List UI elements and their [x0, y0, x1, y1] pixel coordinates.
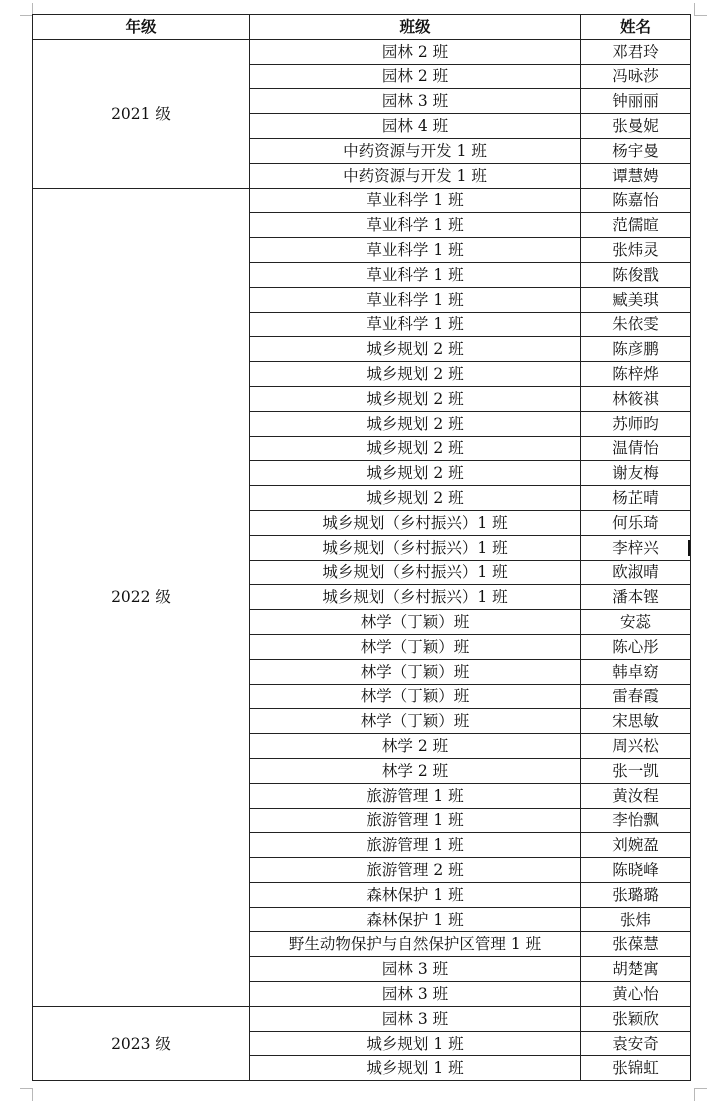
- class-cell: 园林 4 班: [250, 114, 581, 139]
- name-cell: 冯咏莎: [581, 64, 691, 89]
- name-cell: 陈晓峰: [581, 858, 691, 883]
- class-cell: 园林 3 班: [250, 982, 581, 1007]
- name-cell: 黄汝程: [581, 783, 691, 808]
- name-cell: 张璐璐: [581, 882, 691, 907]
- class-cell: 森林保护 1 班: [250, 882, 581, 907]
- name-cell: 陈心彤: [581, 634, 691, 659]
- name-cell: 黄心怡: [581, 982, 691, 1007]
- class-cell: 林学（丁颖）班: [250, 709, 581, 734]
- name-cell: 张锦虹: [581, 1056, 691, 1081]
- name-cell: 李怡飘: [581, 808, 691, 833]
- name-cell: 袁安奇: [581, 1031, 691, 1056]
- name-cell: 朱依雯: [581, 312, 691, 337]
- class-cell: 城乡规划 2 班: [250, 411, 581, 436]
- name-cell: 林筱祺: [581, 386, 691, 411]
- name-cell: 钟丽丽: [581, 89, 691, 114]
- class-cell: 林学（丁颖）班: [250, 610, 581, 635]
- class-cell: 城乡规划 2 班: [250, 337, 581, 362]
- class-cell: 旅游管理 1 班: [250, 808, 581, 833]
- name-cell: 陈俊戬: [581, 262, 691, 287]
- table-row: [33, 1006, 691, 1031]
- text-cursor: [688, 540, 690, 556]
- class-cell: 林学（丁颖）班: [250, 659, 581, 684]
- header-row: [33, 15, 691, 40]
- page-corner-mark: [20, 1088, 33, 1101]
- class-cell: 城乡规划（乡村振兴）1 班: [250, 560, 581, 585]
- class-cell: 森林保护 1 班: [250, 907, 581, 932]
- name-cell: 谢友梅: [581, 461, 691, 486]
- name-cell: 刘婉盈: [581, 833, 691, 858]
- class-cell: 旅游管理 1 班: [250, 833, 581, 858]
- name-cell: 潘本铿: [581, 585, 691, 610]
- class-cell: 园林 2 班: [250, 64, 581, 89]
- page-corner-mark: [694, 1088, 707, 1101]
- header-class: 班级: [250, 15, 581, 40]
- class-cell: 城乡规划（乡村振兴）1 班: [250, 535, 581, 560]
- name-cell: 谭慧娉: [581, 163, 691, 188]
- class-cell: 园林 2 班: [250, 39, 581, 64]
- class-cell: 野生动物保护与自然保护区管理 1 班: [250, 932, 581, 957]
- name-cell: 杨宇曼: [581, 138, 691, 163]
- class-cell: 旅游管理 2 班: [250, 858, 581, 883]
- class-cell: 草业科学 1 班: [250, 287, 581, 312]
- name-cell: 周兴松: [581, 734, 691, 759]
- class-cell: 城乡规划（乡村振兴）1 班: [250, 585, 581, 610]
- class-cell: 城乡规划 1 班: [250, 1031, 581, 1056]
- name-cell: 张炜灵: [581, 238, 691, 263]
- page-corner-mark: [694, 3, 707, 16]
- name-cell: 何乐琦: [581, 510, 691, 535]
- name-cell: 张葆慧: [581, 932, 691, 957]
- table-row: [33, 39, 691, 64]
- class-cell: 城乡规划（乡村振兴）1 班: [250, 510, 581, 535]
- class-cell: 林学 2 班: [250, 734, 581, 759]
- class-cell: 林学 2 班: [250, 758, 581, 783]
- name-cell: 雷春霞: [581, 684, 691, 709]
- name-cell: 张颖欣: [581, 1006, 691, 1031]
- grade-cell: 2021 级: [33, 39, 250, 188]
- name-cell: 温倩怡: [581, 436, 691, 461]
- name-cell: 陈彦鹏: [581, 337, 691, 362]
- name-cell: 臧美琪: [581, 287, 691, 312]
- class-cell: 城乡规划 2 班: [250, 486, 581, 511]
- name-cell: 安蕊: [581, 610, 691, 635]
- name-cell: 陈嘉怡: [581, 188, 691, 213]
- class-cell: 林学（丁颖）班: [250, 684, 581, 709]
- class-cell: 林学（丁颖）班: [250, 634, 581, 659]
- name-cell: 陈梓烨: [581, 362, 691, 387]
- name-cell: 李梓兴: [581, 535, 691, 560]
- class-cell: 园林 3 班: [250, 957, 581, 982]
- name-cell: 韩卓窈: [581, 659, 691, 684]
- name-cell: 苏师昀: [581, 411, 691, 436]
- table-row: [33, 188, 691, 213]
- name-cell: 张一凯: [581, 758, 691, 783]
- header-grade: 年级: [33, 15, 250, 40]
- grade-cell: 2022 级: [33, 188, 250, 1006]
- class-cell: 草业科学 1 班: [250, 262, 581, 287]
- class-cell: 城乡规划 2 班: [250, 436, 581, 461]
- class-cell: 草业科学 1 班: [250, 312, 581, 337]
- name-cell: 宋思敏: [581, 709, 691, 734]
- name-cell: 欧淑晴: [581, 560, 691, 585]
- name-cell: 张曼妮: [581, 114, 691, 139]
- class-cell: 园林 3 班: [250, 89, 581, 114]
- class-cell: 园林 3 班: [250, 1006, 581, 1031]
- class-cell: 城乡规划 2 班: [250, 386, 581, 411]
- class-cell: 城乡规划 2 班: [250, 461, 581, 486]
- student-roster-table: [32, 14, 691, 1081]
- name-cell: 胡楚寓: [581, 957, 691, 982]
- class-cell: 草业科学 1 班: [250, 188, 581, 213]
- class-cell: 草业科学 1 班: [250, 213, 581, 238]
- name-cell: 邓君玲: [581, 39, 691, 64]
- header-name: 姓名: [581, 15, 691, 40]
- class-cell: 中药资源与开发 1 班: [250, 138, 581, 163]
- class-cell: 城乡规划 1 班: [250, 1056, 581, 1081]
- name-cell: 杨芷晴: [581, 486, 691, 511]
- name-cell: 张炜: [581, 907, 691, 932]
- grade-cell: 2023 级: [33, 1006, 250, 1080]
- class-cell: 草业科学 1 班: [250, 238, 581, 263]
- class-cell: 城乡规划 2 班: [250, 362, 581, 387]
- class-cell: 中药资源与开发 1 班: [250, 163, 581, 188]
- class-cell: 旅游管理 1 班: [250, 783, 581, 808]
- roster-body: [33, 39, 691, 1080]
- name-cell: 范儒暄: [581, 213, 691, 238]
